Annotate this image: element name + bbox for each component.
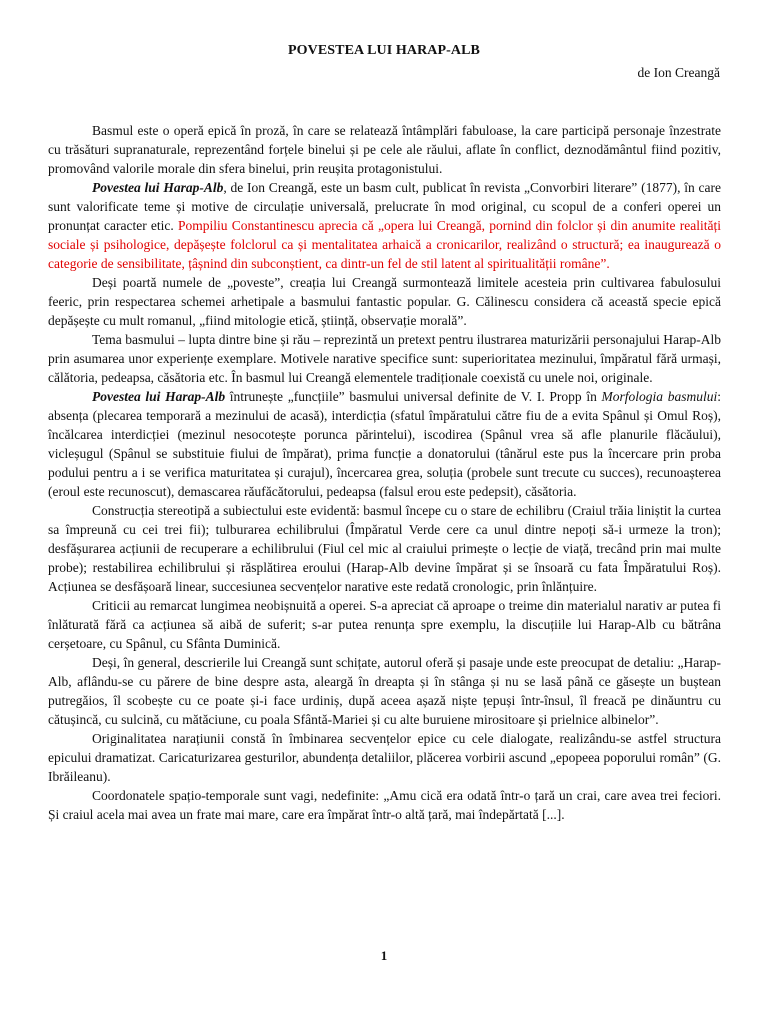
- document-author: de Ion Creangă: [637, 65, 720, 80]
- paragraph-2: [48, 178, 721, 273]
- paragraph-8: Deși, în general, descrierile lui Creangă sunt schițate, autorul oferă și pasaje unde este preocupat de detaliu: „Harap-Alb, aflându-se cu părere de bine despre asta, aleargă în dreapta și în stânga și nu se lasă până ce găsește un buștean putregăios, îl scobește cu ce poate și-i face urdiniș, după aceea așază niște țepuși într-însul, îl freacă pe dinăuntru cu cătușincă, cu sulcină, cu mătăciune, cu poala Sfântă-Mariei și cu alte buruiene mirositoare și prielnice albinelor”.: [48, 655, 721, 727]
- paragraph-5: [48, 387, 721, 501]
- document-title: POVESTEA LUI HARAP-ALB: [287, 43, 480, 58]
- paragraph-5-text-b: : absența (plecarea temporară a mezinului de acasă), interdicția (sfatul împăratului către fiu de a evita Spânul și Omul Roș), încălcarea interdicției (mezinul nesocotește porunca părintelui), iscodirea (Spânul vrea să afle planurile flăcăului), vicleșugul (Spânul se substituie fiului de împărat), prima funcție a donatorului (tânărul este pus la încercare prin proba podului pentru a i se verifica maturitatea și curajul), încercarea grea, soluția (probele sunt trecute cu succes), recunoașterea (eroul este recunoscut), demascarea răufăcătorului, pedeapsa (falsul erou este pedepsit), căsătoria.: [48, 389, 721, 499]
- critic-quote-red: Pompiliu Constantinescu aprecia că „opera lui Creangă, pornind din folclor și din anumite realități sociale și psihologice, depășește folclorul ca și mentalitatea arhaică a cronicarilor, realizând o structură; ea inaugurează o categorie de sensibilitate, țâșnind din subconștient, ca dintr-un fel de stil latent al spiritualității române”.: [48, 218, 721, 271]
- paragraph-1: Basmul este o operă epică în proză, în care se relatează întâmplări fabuloase, la care participă personaje înzestrate cu trăsături supranaturale, reprezentând forțele binelui și pe cele ale răului, aflate în conflict, deznodământul fiind pozitiv, promovând valorile morale din sfera binelui, prin reușita protagonistului.: [48, 123, 721, 176]
- page-number: 1: [380, 948, 388, 963]
- paragraph-9: Originalitatea narațiunii constă în îmbinarea secvențelor epice cu cele dialogate, realizându-se astfel structura epicului dramatizat. Caricaturizarea gesturilor, abundența detaliilor, plăcerea vorbirii ascund „epopeea poporului român” (G. Ibrăileanu).: [48, 731, 721, 784]
- book-title-italic: Morfologia basmului: [601, 389, 718, 404]
- paragraph-3: Deși poartă numele de „poveste”, creația lui Creangă surmontează limitele acesteia prin cultivarea fabulosului feeric, prin respectarea schemei arhetipale a basmului fantastic popular. G. Călinescu considera că această specie epică depășește cu mult romanul, „fiind mitologie etică, știință, observație morală”.: [48, 275, 721, 328]
- work-title-italic: Povestea lui Harap-Alb: [92, 389, 226, 404]
- paragraph-10: Coordonatele spațio-temporale sunt vagi, nedefinite: „Amu cică era odată într-o țară un crai, care avea trei feciori. Și craiul acela mai avea un frate mai mare, care era împărat într-o altă țară, mai îndepărtată [...].: [48, 788, 721, 822]
- work-title-italic: Povestea lui Harap-Alb: [92, 180, 224, 195]
- document-body: [48, 121, 721, 824]
- paragraph-5-text-a: întrunește „funcțiile” basmului universal definite de V. I. Propp în: [225, 389, 602, 404]
- paragraph-7: Criticii au remarcat lungimea neobișnuită a operei. S-a apreciat că aproape o treime din materialul narativ ar putea fi înlăturată fără ca acțiunea să aibă de suferit; s-ar putea renunța spre exemplu, la discuțiile lui Harap-Alb cu bătrâna cerșetoare, cu Spânul, cu Sfânta Duminică.: [48, 598, 721, 651]
- paragraph-4: Tema basmului – lupta dintre bine și rău – reprezintă un pretext pentru ilustrarea maturizării personajului Harap-Alb prin asumarea unor experiențe exemplare. Motivele narative specifice sunt: superioritatea mezinului, împăratul fără urmași, călătoria, pedeapsa, căsătoria etc. În basmul lui Creangă elementele tradiționale coexistă cu unele noi, originale.: [48, 332, 721, 385]
- paragraph-6: Construcția stereotipă a subiectului este evidentă: basmul începe cu o stare de echilibru (Craiul trăia liniștit la curtea sa împreună cu cei trei fii); tulburarea echilibrului (Împăratul Verde cere ca unul dintre nepoți să-i urmeze la tron); desfășurarea acțiunii de recuperare a echilibrului (Fiul cel mic al craiului primește o lecție de viață, trecând prin mai multe probe); restabilirea echilibrului și răsplătirea eroului (Harap-Alb devine împărat și se însoară cu fata Împăratului Roș). Acțiunea se desfășoară linear, succesiunea secvențelor narative este redată cronologic, prin înlănțuire.: [48, 503, 721, 594]
- paragraph-2-text: , de Ion Creangă, este un basm cult, publicat în revista „Convorbiri literare” (1877), în care sunt valorificate teme și motive de circulație universală, prelucrate în mod original, cu scopul de a conferi operei un pronunțat caracter etic.: [48, 180, 721, 233]
